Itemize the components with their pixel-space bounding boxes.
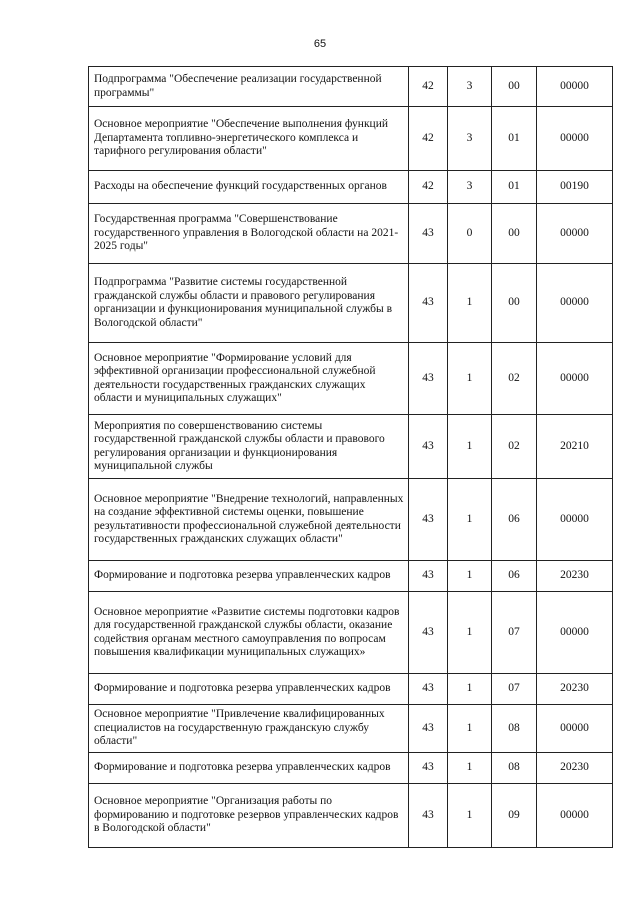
row-name-cell: Мероприятия по совершенствованию системы государственной гражданской службы области и правового регулирования организации и функционирования муниципальной службы <box>89 415 409 479</box>
row-name-cell: Формирование и подготовка резерва управленческих кадров <box>89 674 409 705</box>
code-cell-3: 06 <box>492 561 537 592</box>
code-cell-1: 43 <box>409 479 448 561</box>
row-name-cell: Государственная программа "Совершенствование государственного управления в Вологодской области на 2021-2025 годы" <box>89 204 409 264</box>
code-cell-4: 00000 <box>537 107 613 171</box>
page-number: 65 <box>313 38 327 50</box>
code-cell-1: 43 <box>409 264 448 343</box>
table-row <box>89 67 613 107</box>
row-name-cell: Основное мероприятие "Привлечение квалифицированных специалистов на государственную гражданскую службу области" <box>89 705 409 753</box>
row-name-cell: Основное мероприятие "Организация работы по формированию и подготовке резервов управленческих кадров в Вологодской области" <box>89 784 409 848</box>
code-cell-3: 00 <box>492 204 537 264</box>
table-row <box>89 784 613 848</box>
code-cell-1: 43 <box>409 561 448 592</box>
code-cell-3: 07 <box>492 674 537 705</box>
code-cell-3: 02 <box>492 343 537 415</box>
code-cell-3: 07 <box>492 592 537 674</box>
code-cell-3: 06 <box>492 479 537 561</box>
code-cell-2: 0 <box>448 204 492 264</box>
code-cell-3: 09 <box>492 784 537 848</box>
code-cell-4: 00000 <box>537 204 613 264</box>
code-cell-2: 1 <box>448 592 492 674</box>
code-cell-3: 01 <box>492 171 537 204</box>
table-row <box>89 204 613 264</box>
code-cell-4: 00000 <box>537 479 613 561</box>
code-cell-2: 1 <box>448 479 492 561</box>
code-cell-4: 00190 <box>537 171 613 204</box>
code-cell-1: 43 <box>409 753 448 784</box>
code-cell-4: 00000 <box>537 67 613 107</box>
table-row <box>89 753 613 784</box>
code-cell-4: 20230 <box>537 674 613 705</box>
code-cell-2: 1 <box>448 415 492 479</box>
code-cell-4: 20210 <box>537 415 613 479</box>
code-cell-2: 1 <box>448 343 492 415</box>
code-cell-3: 00 <box>492 264 537 343</box>
row-name-cell: Расходы на обеспечение функций государственных органов <box>89 171 409 204</box>
code-cell-4: 00000 <box>537 784 613 848</box>
row-name-cell: Основное мероприятие "Формирование условий для эффективной организации профессиональной служебной деятельности государственных гражданских служащих области и муниципальных служащих" <box>89 343 409 415</box>
code-cell-4: 20230 <box>537 561 613 592</box>
code-cell-4: 00000 <box>537 592 613 674</box>
code-cell-1: 43 <box>409 415 448 479</box>
code-cell-2: 3 <box>448 67 492 107</box>
row-name-cell: Формирование и подготовка резерва управленческих кадров <box>89 753 409 784</box>
table-row <box>89 107 613 171</box>
code-cell-2: 3 <box>448 107 492 171</box>
code-cell-1: 42 <box>409 107 448 171</box>
code-cell-2: 1 <box>448 784 492 848</box>
code-cell-3: 08 <box>492 753 537 784</box>
code-cell-3: 00 <box>492 67 537 107</box>
code-cell-1: 43 <box>409 784 448 848</box>
table-row <box>89 264 613 343</box>
table-row <box>89 343 613 415</box>
code-cell-3: 01 <box>492 107 537 171</box>
code-cell-3: 02 <box>492 415 537 479</box>
code-cell-4: 00000 <box>537 705 613 753</box>
table-row <box>89 705 613 753</box>
code-cell-2: 1 <box>448 753 492 784</box>
code-cell-1: 43 <box>409 204 448 264</box>
row-name-cell: Основное мероприятие "Внедрение технологий, направленных на создание эффективной системы оценки, повышение результативности профессиональной служебной деятельности государственных гражданских служащих области" <box>89 479 409 561</box>
table-row <box>89 479 613 561</box>
code-cell-2: 3 <box>448 171 492 204</box>
table-row <box>89 171 613 204</box>
code-cell-1: 43 <box>409 674 448 705</box>
code-cell-4: 00000 <box>537 343 613 415</box>
row-name-cell: Основное мероприятие «Развитие системы подготовки кадров для государственной гражданской службы области, оказание содействия органам местного самоуправления по вопросам повышения квалификации муниципальных служащих» <box>89 592 409 674</box>
table-row <box>89 674 613 705</box>
row-name-cell: Подпрограмма "Развитие системы государственной гражданской службы области и правового регулирования организации и функционирования муниципальной службы в Вологодской области" <box>89 264 409 343</box>
code-cell-2: 1 <box>448 264 492 343</box>
code-cell-1: 43 <box>409 343 448 415</box>
table-row <box>89 561 613 592</box>
code-cell-1: 42 <box>409 67 448 107</box>
code-cell-1: 42 <box>409 171 448 204</box>
code-cell-4: 00000 <box>537 264 613 343</box>
budget-classification-table <box>88 66 613 848</box>
table-row <box>89 592 613 674</box>
row-name-cell: Формирование и подготовка резерва управленческих кадров <box>89 561 409 592</box>
code-cell-4: 20230 <box>537 753 613 784</box>
table-row <box>89 415 613 479</box>
code-cell-3: 08 <box>492 705 537 753</box>
code-cell-2: 1 <box>448 561 492 592</box>
row-name-cell: Подпрограмма "Обеспечение реализации государственной программы" <box>89 67 409 107</box>
code-cell-1: 43 <box>409 592 448 674</box>
code-cell-2: 1 <box>448 705 492 753</box>
row-name-cell: Основное мероприятие "Обеспечение выполнения функций Департамента топливно-энергетического комплекса и тарифного регулирования области" <box>89 107 409 171</box>
code-cell-2: 1 <box>448 674 492 705</box>
code-cell-1: 43 <box>409 705 448 753</box>
